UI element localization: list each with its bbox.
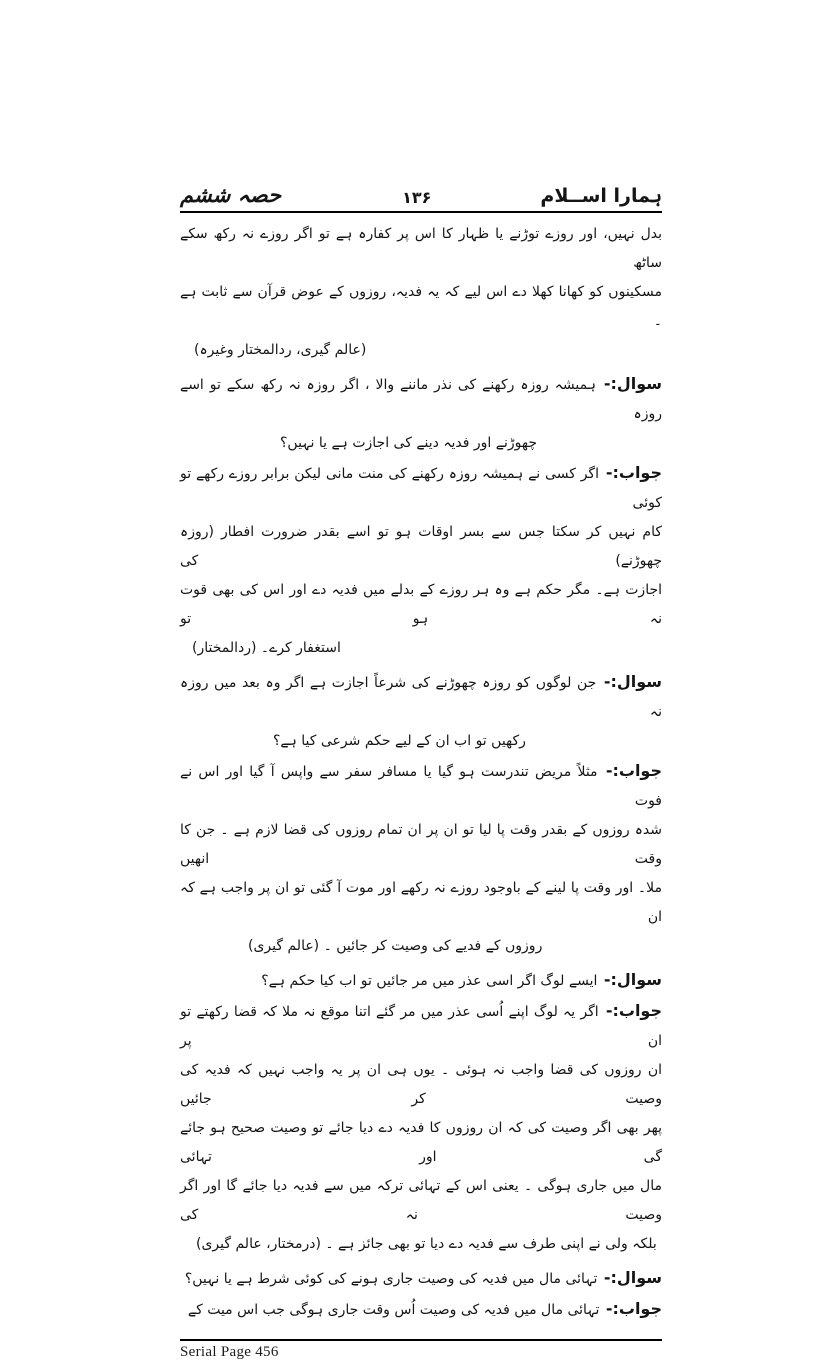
question-paragraph <box>180 965 662 996</box>
text-line: شدہ روزوں کے بقدر وقت پا لیا تو ان پر ان تمام روزوں کی قضا لازم ہے ۔ جن کا وقت انھیں <box>180 822 662 867</box>
text-line: ان روزوں کی قضا واجب نہ ہوئی ۔ یوں ہی ان پر یہ واجب نہیں کہ فدیہ کی وصیت کر جائیں <box>180 1062 662 1107</box>
text-line: مسکینوں کو کھانا کھلا دے اس لیے کہ یہ فدیہ، روزوں کے عوض قرآن سے ثابت ہے ۔ <box>180 284 662 329</box>
header-rule <box>180 211 662 213</box>
text-line: سوال:- ہمیشہ روزہ رکھنے کی نذر ماننے والا ، اگر روزہ نہ رکھ سکے تو اسے روزہ <box>180 374 662 422</box>
answer-paragraph <box>180 756 662 961</box>
answer-paragraph <box>180 1294 662 1325</box>
text-block <box>180 183 662 1361</box>
text-line: جواب:- اگر یہ لوگ اپنے اُسی عذر میں مر گئے اتنا موقع نہ ملا کہ قضا رکھتے تو ان پر <box>180 1001 662 1049</box>
text-line: جواب:- اگر کسی نے ہمیشہ روزہ رکھنے کی منت مانی لیکن برابر روزے رکھے تو کوئی <box>180 463 662 511</box>
text-line: رکھیں تو اب ان کے لیے حکم شرعی کیا ہے؟ <box>273 733 526 749</box>
text-line: پھر بھی اگر وصیت کی کہ ان روزوں کا فدیہ دے دیا جائے تو وصیت صحیح ہو جائے گی اور تہائی <box>180 1120 662 1165</box>
qa-label: سوال:- <box>603 374 662 393</box>
text-line: روزوں کے فدیے کی وصیت کر جائیں ۔ (عالم گیری) <box>248 938 543 954</box>
section-title: حصہ ششم <box>180 183 282 207</box>
page-number: ۱۳۶ <box>402 188 432 207</box>
text-line: جواب:- مثلاً مریض تندرست ہو گیا یا مسافر سفر سے واپس آ گیا اور اس نے فوت <box>180 761 662 809</box>
question-paragraph <box>180 1263 662 1294</box>
text-line: کام نہیں کر سکتا جس سے بسر اوقات ہو تو اسے بقدر ضرورت افطار (روزہ چھوڑنے) کی <box>180 524 662 569</box>
body-text <box>180 220 662 1325</box>
text-line: سوال:- جن لوگوں کو روزہ چھوڑنے کی شرعاً اجازت ہے اگر وہ بعد میں روزہ نہ <box>180 672 662 720</box>
qa-label: سوال:- <box>603 970 662 989</box>
text-line: مال میں جاری ہوگی ۔ یعنی اس کے تہائی ترکہ میں سے فدیہ دیا جائے گا اور اگر وصیت نہ کی <box>180 1178 662 1223</box>
qa-label: جواب:- <box>605 1299 662 1318</box>
question-paragraph <box>180 667 662 756</box>
page-header <box>180 183 662 211</box>
text-line: اجازت ہے۔ مگر حکم ہے وہ ہر روزے کے بدلے میں فدیہ دے اور اس کی بھی قوت نہ ہو تو <box>180 582 662 627</box>
qa-label: جواب:- <box>605 761 662 780</box>
qa-label: سوال:- <box>603 672 662 691</box>
text-line: سوال:- تہائی مال میں فدیہ کی وصیت جاری ہونے کی کوئی شرط ہے یا نہیں؟ <box>184 1268 662 1287</box>
text-line: ملا۔ اور وقت پا لینے کے باوجود روزے نہ رکھے اور موت آ گئی تو ان پر واجب ہے کہ ان <box>180 880 662 925</box>
text-line: جواب:- تہائی مال میں فدیہ کی وصیت اُس وقت جاری ہوگی جب اس میت کے <box>187 1299 662 1318</box>
text-line: سوال:- ایسے لوگ اگر اسی عذر میں مر جائیں تو اب کیا حکم ہے؟ <box>261 970 662 989</box>
text-line: (عالم گیری، ردالمختار وغیرہ) <box>194 342 367 358</box>
text-line: استغفار کرے۔ (ردالمختار) <box>192 640 341 656</box>
answer-paragraph <box>180 996 662 1259</box>
book-title: ہمارا اســلام <box>540 185 662 207</box>
qa-label: جواب:- <box>605 1001 662 1020</box>
answer-paragraph <box>180 458 662 663</box>
qa-label: سوال:- <box>603 1268 662 1287</box>
question-paragraph <box>180 369 662 458</box>
text-line: بدل نہیں، اور روزے توڑنے یا ظہار کا اس پر کفارہ ہے تو اگر روزے نہ رکھ سکے ساٹھ <box>180 226 662 271</box>
serial-page-label: Serial Page 456 <box>180 1344 279 1360</box>
text-line: بلکہ ولی نے اپنی طرف سے فدیہ دے دیا تو بھی جائز ہے ۔ (درمختار، عالم گیری) <box>196 1236 657 1252</box>
continuation-paragraph <box>180 220 662 365</box>
text-line: چھوڑنے اور فدیہ دینے کی اجازت ہے یا نہیں؟ <box>280 435 537 451</box>
qa-label: جواب:- <box>605 463 662 482</box>
